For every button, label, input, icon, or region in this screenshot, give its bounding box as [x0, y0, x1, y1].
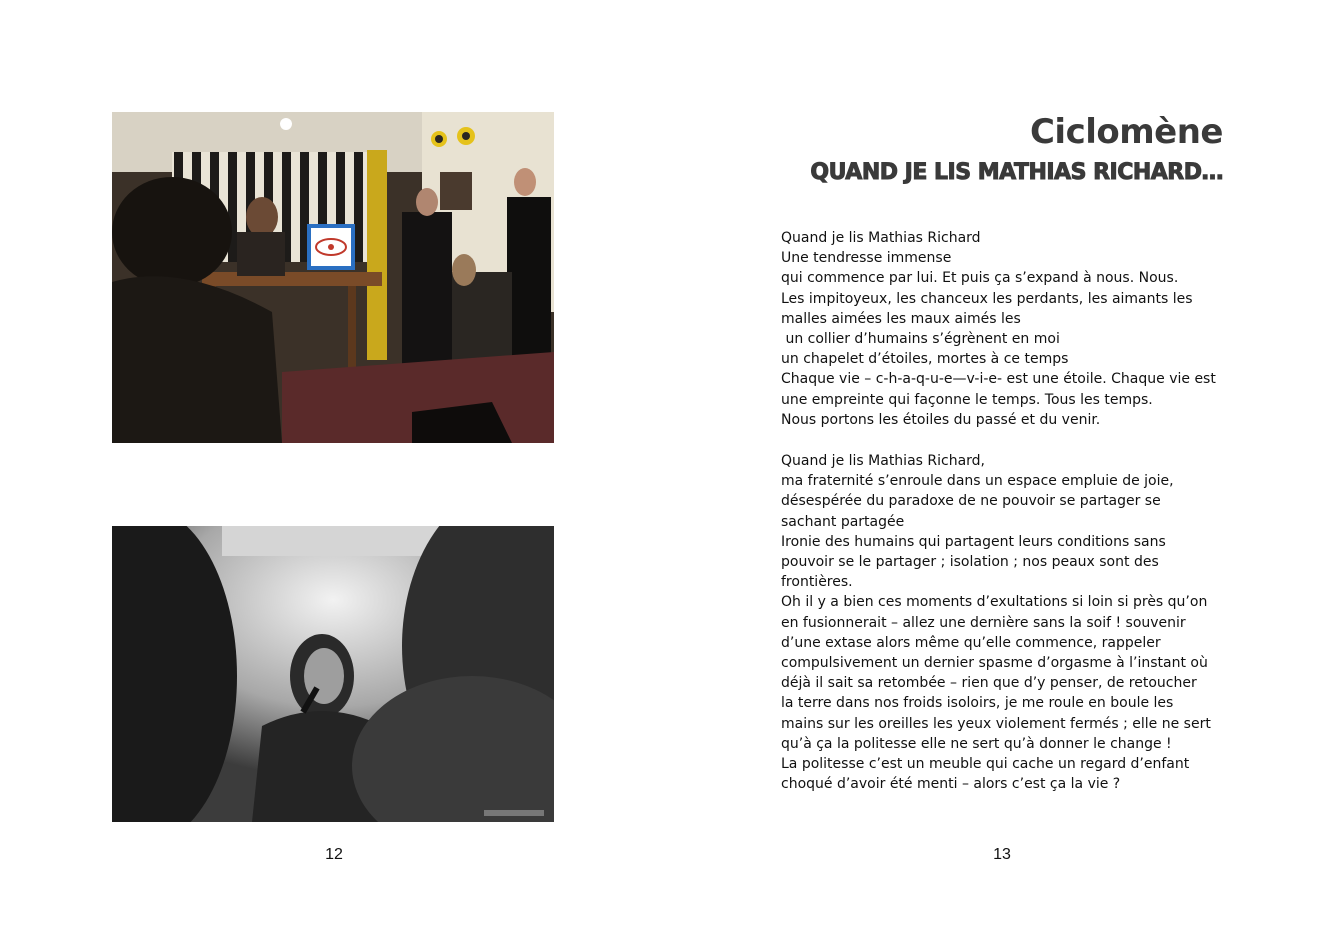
singer-microphone-photo [112, 526, 554, 822]
stanza-2 [781, 451, 1231, 794]
poem-line: mains sur les oreilles les yeux violement fermés ; elle ne sert [781, 715, 1211, 732]
page-number-left: 12 [325, 846, 343, 863]
poem-title: QUAND JE LIS MATHIAS RICHARD… [810, 160, 1223, 185]
poem-line: qu’à ça la politesse elle ne sert qu’à donner le change ! [781, 735, 1172, 752]
poem-line: Quand je lis Mathias Richard [781, 230, 981, 246]
reading-scene-illustration [112, 112, 554, 443]
poem-line: en fusionnerait – allez une dernière sans la soif ! souvenir [781, 614, 1186, 631]
poem-line: la terre dans nos froids isoloirs, je me roule en boule les [781, 695, 1174, 712]
poem-line: Ironie des humains qui partagent leurs conditions sans [781, 533, 1166, 550]
poem-line: ma fraternité s’enroule dans un espace empluie de joie, [781, 473, 1174, 490]
poem-line: choqué d’avoir été menti – alors c’est ça la vie ? [781, 776, 1121, 793]
poem-line: La politesse c’est un meuble qui cache un regard d’enfant [781, 756, 1190, 773]
right-page [669, 0, 1338, 949]
stanza-1 [781, 228, 1231, 430]
poem-line: qui commence par lui. Et puis ça s’expand à nous. Nous. [781, 270, 1179, 287]
page-number-right: 13 [993, 846, 1011, 863]
poem-line: malles aimées les maux aimés les [781, 310, 1021, 327]
singer-microphone-illustration [112, 526, 554, 822]
poem-line: une empreinte qui façonne le temps. Tous les temps. [781, 391, 1153, 408]
poem-body [781, 228, 1231, 794]
poem-line: Une tendresse immense [781, 250, 952, 267]
poem-line: Oh il y a bien ces moments d’exultations si loin si près qu’on [781, 594, 1208, 611]
poem-line: d’une extase alors même qu’elle commence, rappeler [781, 634, 1161, 651]
poem-line: un collier d’humains s’égrènent en moi [781, 331, 1060, 348]
poem-line: compulsivement un dernier spasme d’orgasme à l’instant où [781, 655, 1208, 672]
poem-line: Chaque vie – c-h-a-q-u-e—v-i-e- est une étoile. Chaque vie est [781, 371, 1216, 388]
poem-line: désespérée du paradoxe de ne pouvoir se partager se [781, 493, 1161, 510]
poem-line: Quand je lis Mathias Richard, [781, 453, 986, 470]
reading-scene-photo [112, 112, 554, 443]
poem-line: Les impitoyeux, les chanceux les perdants, les aimants les [781, 290, 1193, 307]
poem-line: un chapelet d’étoiles, mortes à ce temps [781, 351, 1069, 368]
author-heading: Ciclomène [1029, 112, 1223, 152]
poem-line: sachant partagée [781, 513, 905, 530]
poem-line: pouvoir se le partager ; isolation ; nos peaux sont des [781, 554, 1159, 571]
poem-line: frontières. [781, 574, 853, 591]
poem-line: déjà il sait sa retombée – rien que d’y penser, de retoucher [781, 675, 1197, 692]
poem-line: Nous portons les étoiles du passé et du venir. [781, 411, 1101, 428]
